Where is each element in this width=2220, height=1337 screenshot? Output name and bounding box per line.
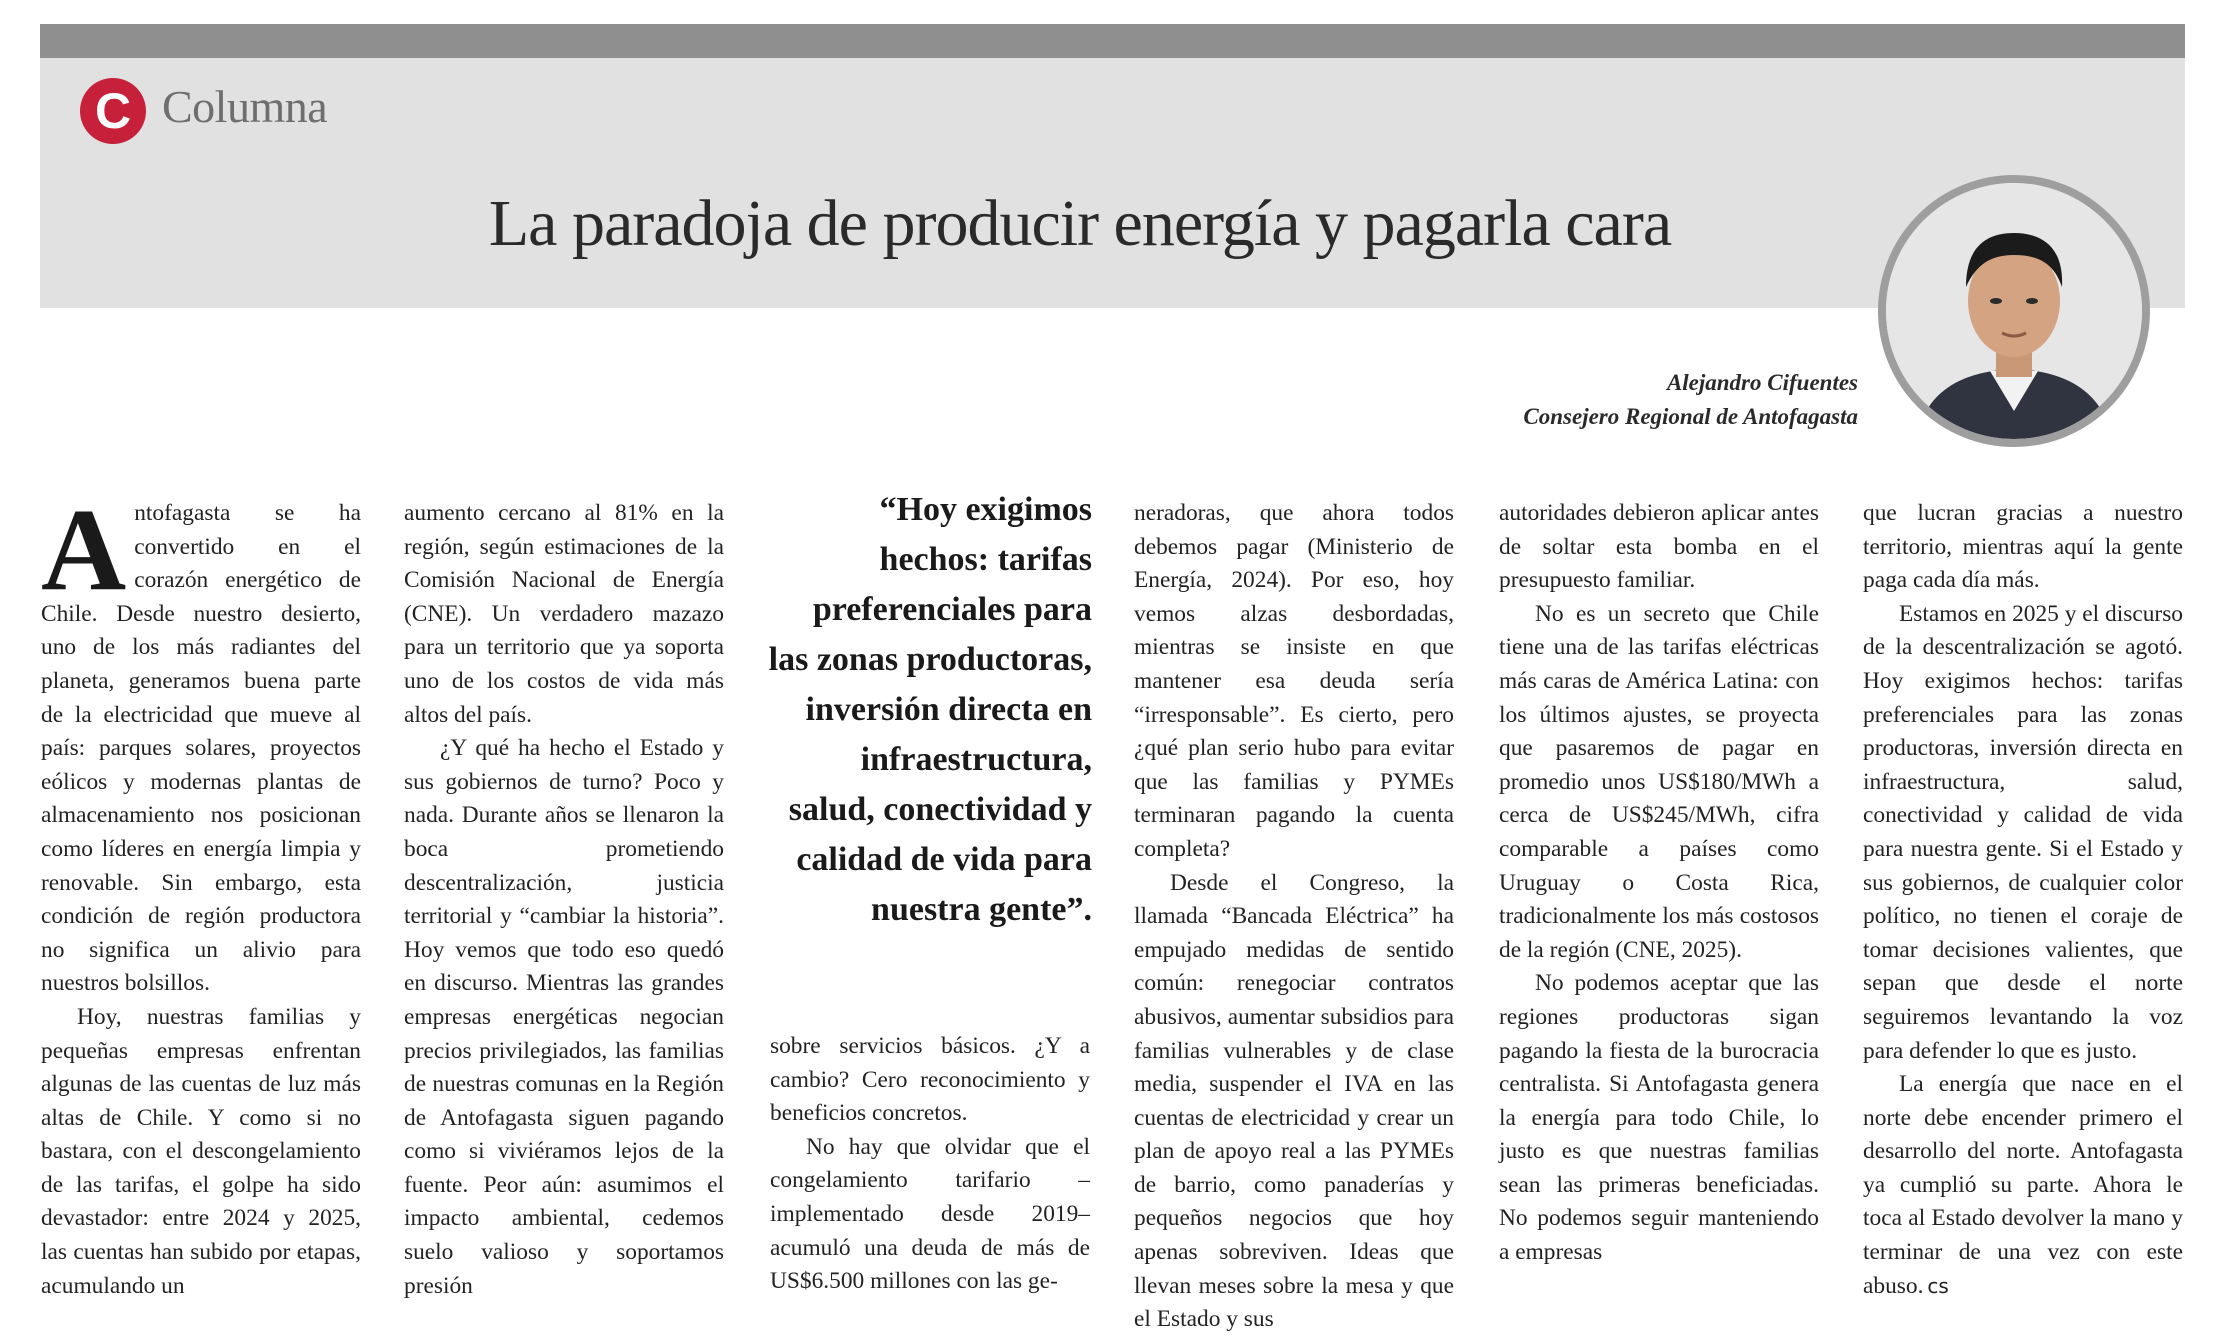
article-column-5 [1499,497,1819,1270]
article-column-2 [404,497,724,1303]
article-paragraph: No hay que olvidar que el congelamiento tarifario –implementado desde 2019– acumuló una deuda de más de US$6.500 millones con las ge- [770,1133,1090,1295]
article-column-6 [1863,497,2183,1303]
section-logo-icon: C [80,78,146,144]
header-band [40,58,2185,308]
article-column-1 [41,484,361,1303]
article-paragraph: que lucran gracias a nuestro territorio, mientras aquí la gente paga cada día más. [1863,500,2183,594]
article-paragraph: Hoy, nuestras familias y pequeñas empresas enfrentan algunas de las cuentas de luz más altas de Chile. Y como si no bastara, con el descongelamiento de las tarifas, el golpe ha sido devastador: entre 2024 y 2025, las cuentas han subido por etapas, acumulando un [41,1003,361,1299]
author-role: Consejero Regional de Antofagasta [1523,404,1858,429]
headline: La paradoja de producir energía y pagarla cara [488,187,1672,260]
article-paragraph: neradoras, que ahora todos debemos pagar (Ministerio de Energía, 2024). Por eso, hoy vemos alzas desbordadas, mientras se insiste en que mantener esa deuda sería “irresponsable”. Es cierto, pero ¿qué plan serio hubo para evitar que las familias y PYMEs terminaran pagando la cuenta completa? [1134,500,1454,862]
article-paragraph: aumento cercano al 81% en la región, según estimaciones de la Comisión Nacional de Energía (CNE). Un verdadero mazazo para un territorio que ya soporta uno de los costos de vida más altos del país. [404,500,724,728]
author-photo [1878,175,2150,447]
top-color-bar [40,24,2185,58]
article-column-4 [1134,497,1454,1337]
article-paragraph: sobre servicios básicos. ¿Y a cambio? Cero reconocimiento y beneficios concretos. [770,1033,1090,1127]
article-paragraph: No es un secreto que Chile tiene una de las tarifas eléctricas más caras de América Latina: con los últimos ajustes, se proyecta que pasaremos de pagar en promedio unos US$180/MWh a cerca de US$245/MWh, cifra comparable a países como Uruguay o Costa Rica, tradicionalmente los más costosos de la región (CNE, 2025). [1499,600,1819,963]
drop-cap: A [41,484,127,615]
article-paragraph: Estamos en 2025 y el discurso de la descentralización se agotó. Hoy exigimos hechos: tarifas preferenciales para las zonas productoras, inversión directa en infraestructura, salud, conectividad y calidad de vida para nuestra gente. Si el Estado y sus gobiernos, de cualquier color político, no tienen el coraje de tomar decisiones valientes, que sepan que desde el norte seguiremos levantando la voz para defender lo que es justo. [1863,600,2183,1064]
author-portrait-icon [1886,183,2142,439]
article-paragraph: Desde el Congreso, la llamada “Bancada Eléctrica” ha empujado medidas de sentido común: renegociar contratos abusivos, aumentar subsidios para familias vulnerables y de clase media, suspender el IVA en las cuentas de electricidad y crear un plan de apoyo real a las PYMEs de barrio, como panaderías y pequeños negocios que hoy apenas sobreviven. Ideas que llevan meses sobre la mesa y que el Estado y sus [1134,869,1454,1333]
author-name: Alejandro Cifuentes [1666,370,1858,395]
article-paragraph: La energía que nace en el norte debe encender primero el desarrollo del norte. Antofagasta ya cumplió su parte. Ahora le toca al Estado devolver la mano y terminar de una vez con este abuso. cs [1863,1071,2183,1299]
article-paragraph: ¿Y qué ha hecho el Estado y sus gobiernos de turno? Poco y nada. Durante años se llenaron la boca prometiendo descentralización, justicia territorial y “cambiar la historia”. Hoy vemos que todo eso quedó en discurso. Mientras las grandes empresas energéticas negocian precios privilegiados, las familias de nuestras comunas en la Región de Antofagasta siguen pagando como si viviéramos lejos de la fuente. Peor aún: asumimos el impacto ambiental, cedemos suelo valioso y soportamos presión [404,735,724,1299]
section-label: Columna [162,81,328,132]
byline [1523,366,1858,434]
end-mark-icon: cs [1927,1273,1949,1298]
article-paragraph: Antofagasta se ha convertido en el corazón energético de Chile. Desde nuestro desierto, uno de los más radiantes del planeta, generamos buena parte de la electricidad que mueve al país: parques solares, proyectos eólicos y modernas plantas de almacenamiento nos posicionan como líderes en energía limpia y renovable. Sin embargo, esta condición de región productora no significa un alivio para nuestros bolsillos. [41,484,361,997]
article-column-3 [770,1030,1090,1299]
article-paragraph: No podemos aceptar que las regiones productoras sigan pagando la fiesta de la burocracia centralista. Si Antofagasta genera la energía para todo Chile, lo justo es que nuestras familias sean las primeras beneficiadas. No podemos seguir manteniendo a empresas [1499,970,1819,1266]
article-paragraph: autoridades debieron aplicar antes de soltar esta bomba en el presupuesto familiar. [1499,500,1819,594]
pull-quote: “Hoy exigimos hechos: tarifas preferenciales para las zonas productoras, inversión directa en infraestructura, salud, conectividad y calidad de vida para nuestra gente”. [768,491,1092,928]
